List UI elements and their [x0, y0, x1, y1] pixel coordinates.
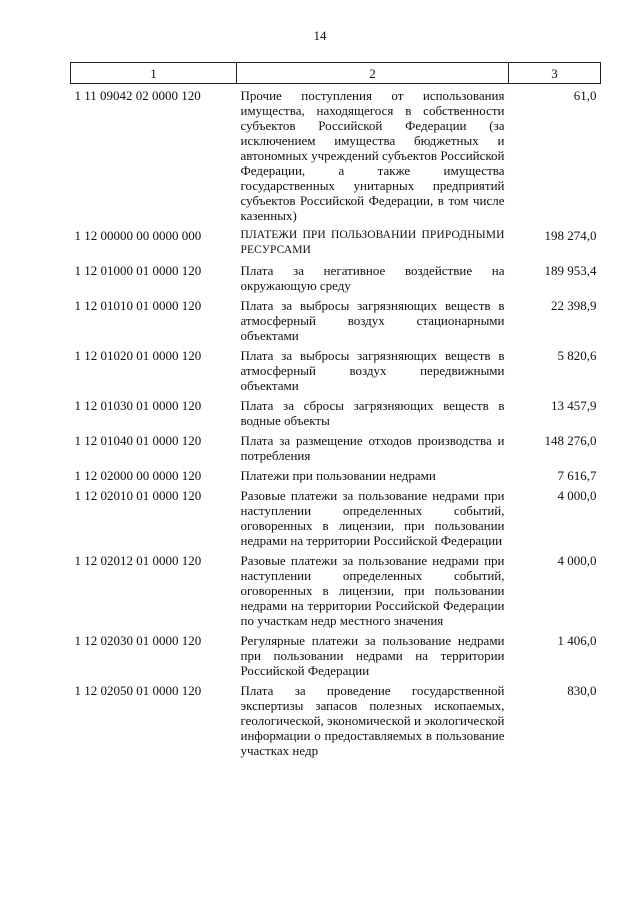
table-row [71, 343, 601, 393]
row-name: Плата за проведение государственной экспертизы запасов полезных ископаемых, геологической, экономической и экологической информации о предоставляемых в пользование участках недр [240, 683, 505, 758]
table-row [71, 628, 601, 678]
table-row [71, 393, 601, 428]
row-code: 1 12 00000 00 0000 000 [74, 228, 202, 243]
table-header-row [71, 63, 601, 84]
row-name: ПЛАТЕЖИ ПРИ ПОЛЬЗОВАНИИ ПРИРОДНЫМИ РЕСУРСАМИ [240, 229, 505, 256]
column-header-code: 1 [71, 63, 237, 84]
column-header-name: 2 [237, 63, 509, 84]
table-row [71, 293, 601, 343]
row-amount: 4 000,0 [557, 553, 597, 568]
table-row [71, 428, 601, 463]
row-name: Плата за сбросы загрязняющих веществ в водные объекты [240, 398, 505, 428]
row-code: 1 12 01030 01 0000 120 [74, 398, 202, 413]
table-row [71, 483, 601, 548]
row-code: 1 12 01040 01 0000 120 [74, 433, 202, 448]
row-name: Плата за размещение отходов производства и потребления [240, 433, 505, 463]
row-code: 1 12 02000 00 0000 120 [74, 468, 202, 483]
row-amount: 148 276,0 [544, 433, 597, 448]
row-name: Регулярные платежи за пользование недрами при пользовании недрами на территории Российской Федерации [240, 633, 505, 678]
row-code: 1 12 02030 01 0000 120 [74, 633, 202, 648]
row-amount: 13 457,9 [551, 398, 597, 413]
row-amount: 4 000,0 [557, 488, 597, 503]
row-amount: 61,0 [573, 88, 597, 103]
table-row [71, 463, 601, 483]
page-number: 14 [313, 28, 327, 43]
row-amount: 1 406,0 [557, 633, 597, 648]
table-row [71, 548, 601, 628]
row-name: Плата за выбросы загрязняющих веществ в атмосферный воздух стационарными объектами [240, 298, 505, 343]
row-name: Прочие поступления от использования имущества, находящегося в собственности субъектов Российской Федерации (за исключением имущества бюджетных и автономных учреждений субъектов Российской Федерации, а также имущества государственных унитарных предприятий субъектов Российской Федерации, в том числе казенных) [240, 88, 505, 223]
row-code: 1 12 01010 01 0000 120 [74, 298, 202, 313]
row-code: 1 12 02010 01 0000 120 [74, 488, 202, 503]
budget-table [70, 62, 601, 758]
row-amount: 198 274,0 [544, 228, 597, 243]
row-amount: 22 398,9 [551, 298, 597, 313]
table-row [71, 223, 601, 258]
row-name: Разовые платежи за пользование недрами при наступлении определенных событий, оговоренных в лицензии, при пользовании недрами на территории Российской Федерации [240, 488, 505, 548]
table-row [71, 678, 601, 758]
row-name: Разовые платежи за пользование недрами при наступлении определенных событий, оговоренных в лицензии, при пользовании недрами на территории Российской Федерации по участкам недр местного значения [240, 553, 505, 628]
column-header-amount: 3 [509, 63, 601, 84]
row-amount: 7 616,7 [557, 468, 597, 483]
row-name: Плата за негативное воздействие на окружающую среду [240, 263, 505, 293]
row-code: 1 11 09042 02 0000 120 [74, 88, 201, 103]
table-row [71, 84, 601, 224]
row-code: 1 12 02050 01 0000 120 [74, 683, 202, 698]
row-amount: 189 953,4 [544, 263, 597, 278]
row-name: Платежи при пользовании недрами [240, 468, 436, 483]
row-amount: 830,0 [567, 683, 597, 698]
row-code: 1 12 02012 01 0000 120 [74, 553, 202, 568]
row-code: 1 12 01020 01 0000 120 [74, 348, 202, 363]
row-amount: 5 820,6 [557, 348, 597, 363]
row-name: Плата за выбросы загрязняющих веществ в атмосферный воздух передвижными объектами [240, 348, 505, 393]
table-row [71, 258, 601, 293]
row-code: 1 12 01000 01 0000 120 [74, 263, 202, 278]
